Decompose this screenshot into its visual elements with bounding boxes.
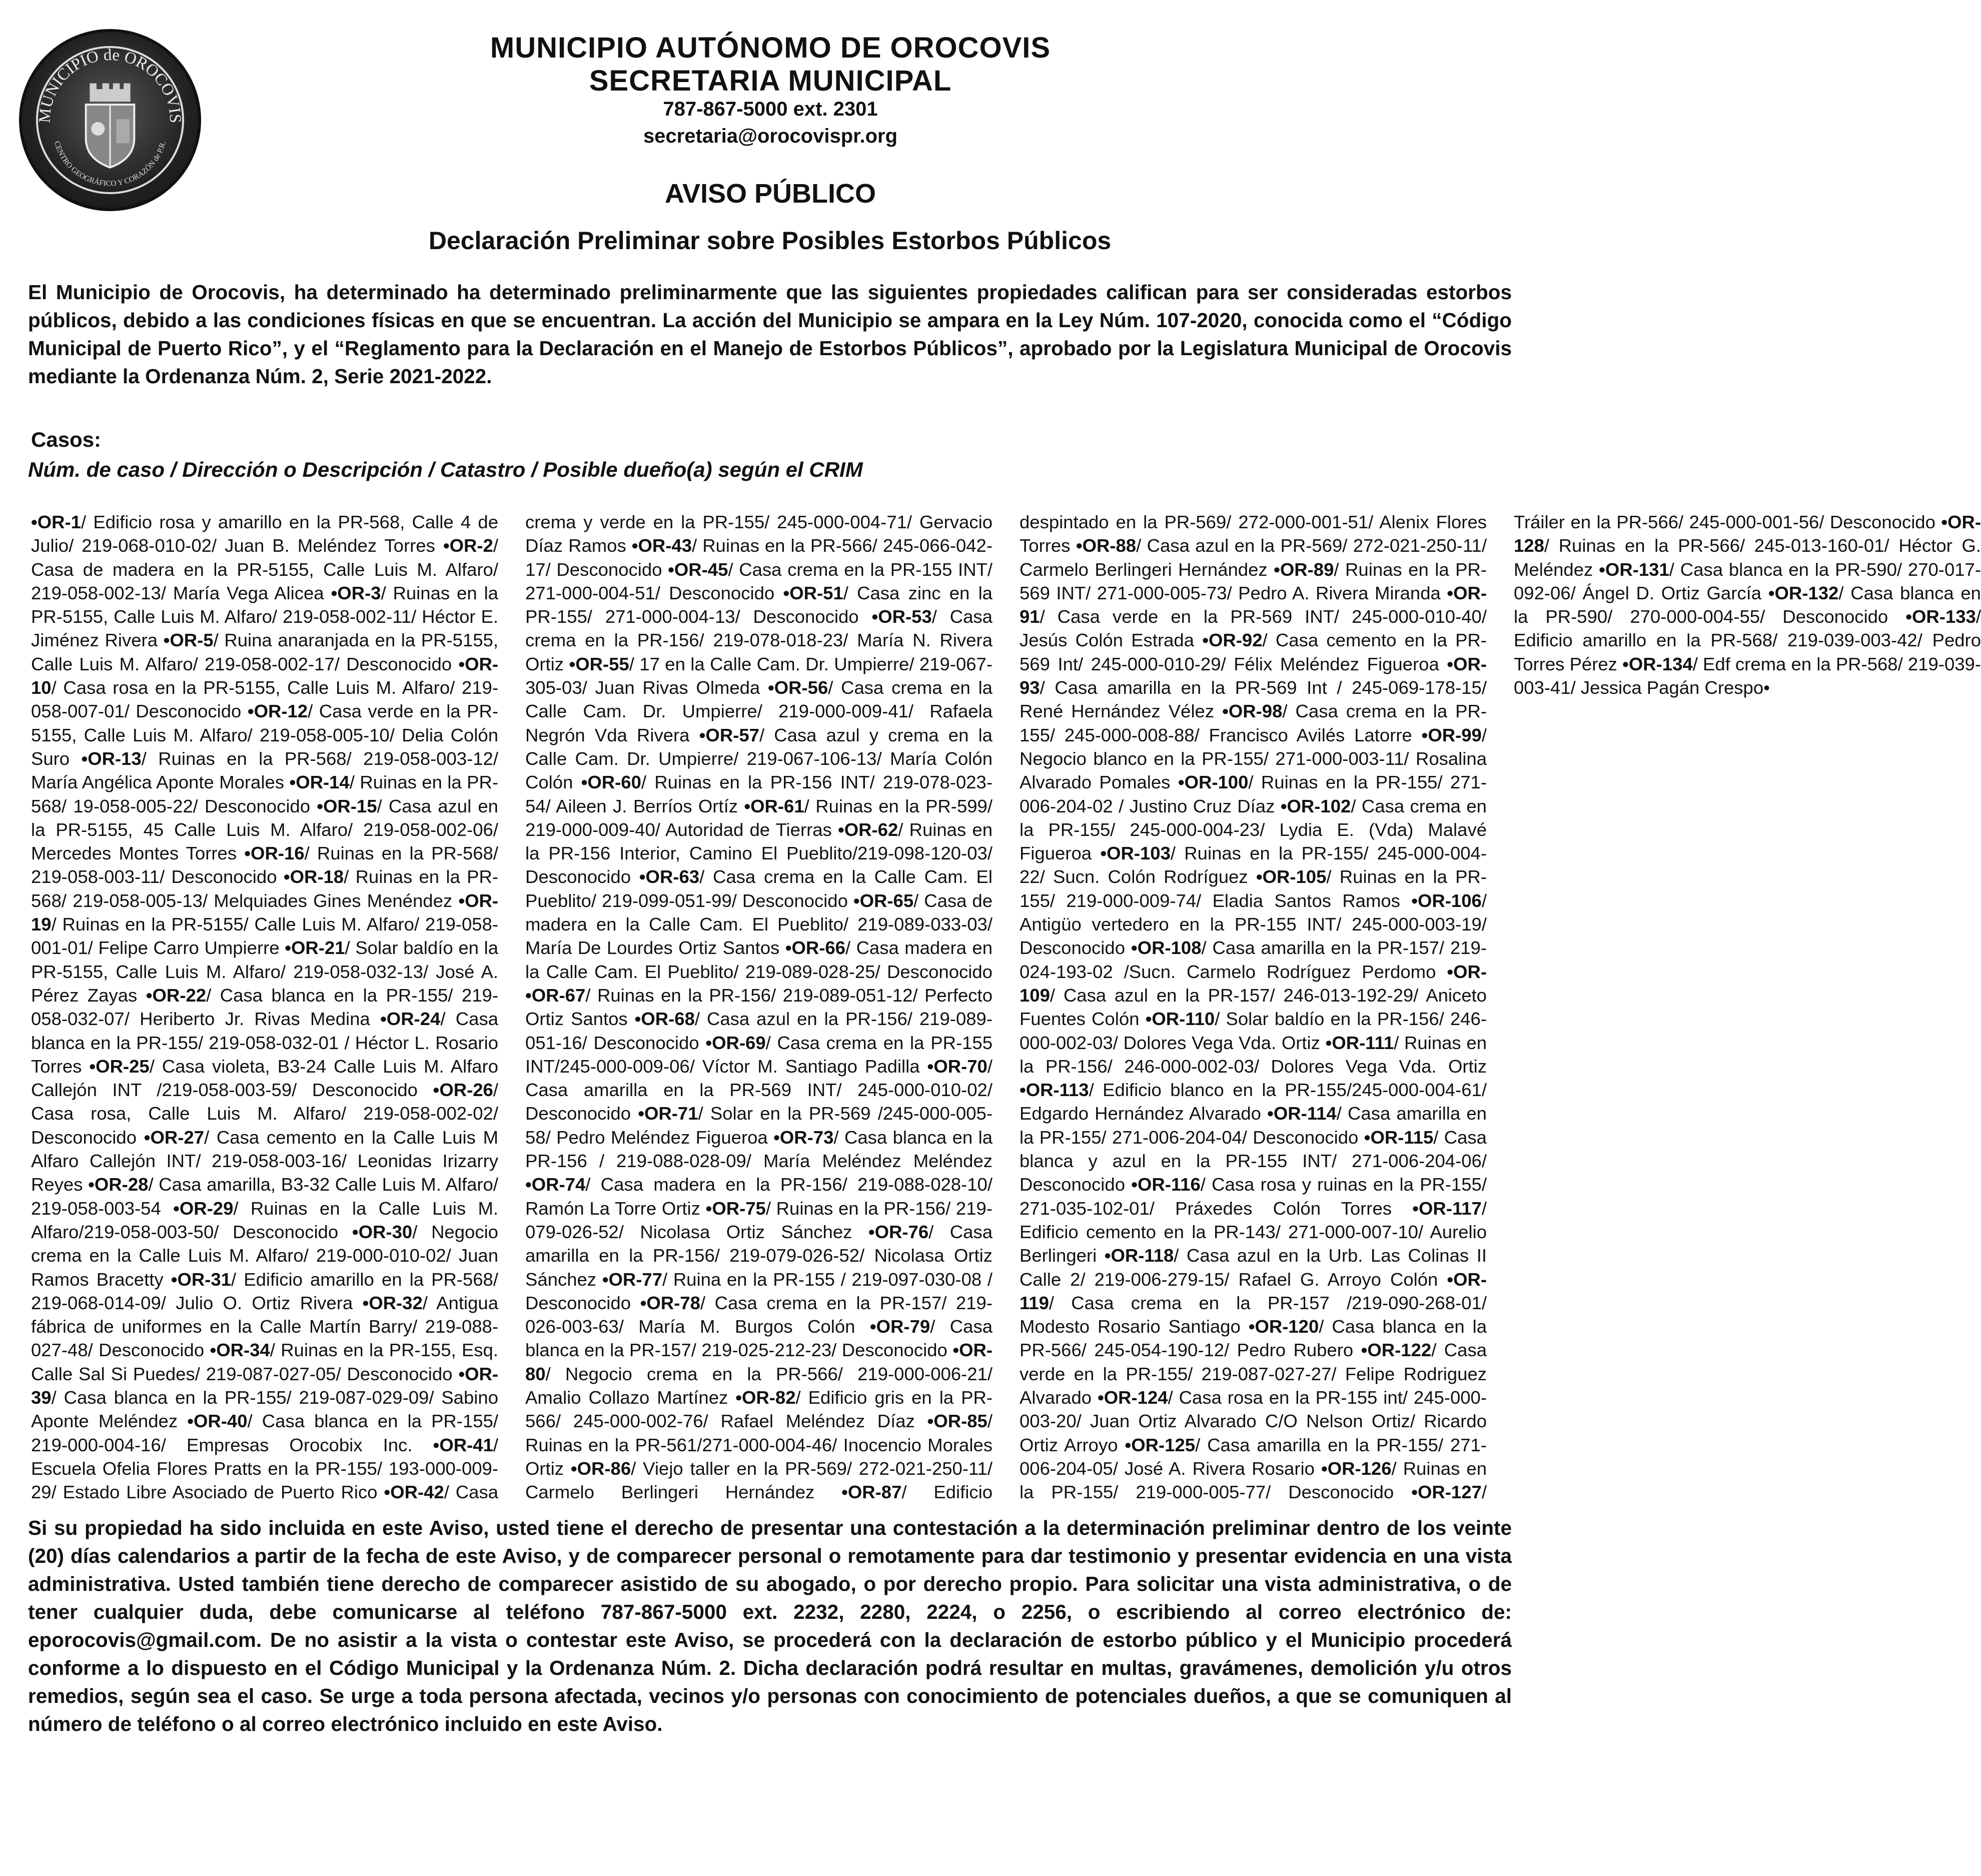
- case-description: / Solar baldío en la PR-156/ 246-000-002-03/ Dolores Vega Vda. Ortiz: [1020, 1009, 1487, 1053]
- case-number: •OR-39: [31, 1363, 498, 1408]
- case-number: •OR-76: [868, 1221, 929, 1242]
- case-description: / Casa azul en la Urb. Las Colinas II Calle 2/ 219-006-279-15/ Rafael G. Arroyo Colón: [1020, 1245, 1487, 1290]
- case-description: / Ruinas en la PR-568/ 219-058-003-12/ María Angélica Aponte Morales: [31, 748, 498, 793]
- case-description: / Ruinas en la PR-156 INT/ 219-078-023-54/ Aileen J. Berríos Ortíz: [525, 772, 993, 816]
- case-description: / Casa blanca en la PR-590/ 270-017-092-06/ Ángel D. Ortiz García: [1514, 559, 1981, 603]
- case-description: / Casa amarilla, B3-32 Calle Luis M. Alfaro/ 219-058-003-54: [31, 1174, 498, 1219]
- case-number: •OR-110: [1145, 1009, 1215, 1030]
- case-number: •OR-3: [331, 582, 381, 603]
- case-description: / Casa de madera en la PR-5155, Calle Luis M. Alfaro/ 219-058-002-13/ María Vega Alicea: [31, 535, 498, 603]
- case-description: / Solar en la PR-569 /245-000-005-58/ Pedro Meléndez Figueroa: [525, 1103, 993, 1148]
- case-description: / Solar baldío en la PR-5155, Calle Luis M. Alfaro/ 219-058-032-13/ José A. Pérez Zayas: [31, 937, 499, 1006]
- case-number: •OR-13: [81, 748, 142, 769]
- case-description: / Casa rosa en la PR-155 int/ 245-000-003-20/ Juan Ortiz Alvarado C/O Nelson Ortiz/ Ricardo Ortiz Arroyo: [1020, 1387, 1487, 1455]
- office-name: SECRETARIA MUNICIPAL: [589, 65, 952, 97]
- case-number: •OR-45: [668, 559, 728, 580]
- case-description: / Casa crema en la PR-157 /219-090-268-01/ Modesto Rosario Santiago: [1020, 1292, 1487, 1337]
- case-description: / Ruinas en la Calle Luis M. Alfaro/219-058-003-50/ Desconocido: [31, 1198, 498, 1242]
- case-number: •OR-29: [173, 1198, 234, 1219]
- case-number: •OR-87: [841, 1482, 902, 1503]
- seal-bottom-text: CENTRO GEOGRÁFICO Y CORAZÓN de P.R.: [52, 140, 168, 188]
- case-description: / Ruinas en la PR-156/ 219-079-026-52/ Nicolasa Ortiz Sánchez: [525, 1198, 993, 1242]
- case-number: •OR-22: [146, 985, 207, 1006]
- case-description: / Casa amarilla en la PR-156/ 219-079-026-52/ Nicolasa Ortiz Sánchez: [525, 1221, 993, 1290]
- case-number: •OR-25: [89, 1056, 150, 1077]
- case-description: / Casa amarilla en la PR-155/ 271-006-204-05/ José A. Rivera Rosario: [1020, 1434, 1487, 1479]
- case-number: •OR-41: [433, 1434, 493, 1455]
- case-description: / Ruina en la PR-155 / 219-097-030-08 / Desconocido: [525, 1269, 993, 1313]
- case-description: / Edificio blanco en la PR-155/245-000-004-61/ Edgardo Hernández Alvarado: [1020, 1080, 1487, 1124]
- case-description: / Casa blanca en la PR-155/ 219-087-029-09/ Sabino Aponte Meléndez: [31, 1387, 498, 1432]
- case-number: •OR-26: [433, 1080, 493, 1101]
- case-number: •OR-99: [1421, 724, 1482, 745]
- case-description: / Casa crema en la PR-155 INT/ 271-000-004-51/ Desconocido: [525, 559, 993, 603]
- case-number: •OR-89: [1274, 559, 1334, 580]
- case-description: / Escuela Ofelia Flores Pratts en la PR-155/ 193-000-009-29/ Estado Libre Asociado de Puerto Rico: [31, 1434, 498, 1503]
- case-number: •OR-116: [1131, 1174, 1201, 1195]
- case-description: / Casa verde en la PR-5155, Calle Luis M. Alfaro/ 219-058-005-10/ Delia Colón Suro: [31, 701, 498, 769]
- case-description: / Ruinas en la PR-566/ 245-013-160-01/ Héctor G. Meléndez: [1514, 535, 1981, 580]
- case-description: / Ruina anaranjada en la PR-5155, Calle Luis M. Alfaro/ 219-058-002-17/ Desconocido: [31, 630, 498, 674]
- office-phone: 787-867-5000 ext. 2301: [663, 98, 878, 120]
- case-number: •OR-74: [525, 1174, 586, 1195]
- case-number: •OR-69: [705, 1032, 766, 1053]
- case-number: •OR-75: [705, 1198, 766, 1219]
- case-description: / Viejo taller en la PR-569/ 272-021-250-11/ Carmelo Berlingeri Hernández: [525, 1458, 993, 1503]
- case-description: / Ruinas en la PR-156/ 246-000-002-03/ Dolores Vega Vda. Ortiz: [1020, 1032, 1487, 1077]
- case-description: / Edificio rosa y amarillo en la PR-568, Calle 4 de Julio/ 219-068-010-02/ Juan B. Meléndez Torres: [31, 512, 498, 556]
- case-description: / Casa crema en la Calle Cam. Dr. Umpierre/ 219-000-009-41/ Rafaela Negrón Vda Rivera: [525, 677, 993, 745]
- case-description: / Casa azul y crema en la Calle Cam. Dr. Umpierre/ 219-067-106-13/ María Colón Colón: [525, 724, 993, 793]
- case-number: •OR-40: [187, 1411, 248, 1432]
- case-number: •OR-127: [1411, 1482, 1482, 1503]
- case-number: •OR-133: [1905, 606, 1976, 627]
- case-description: / Ruinas en la PR-568/ 219-058-005-13/ Melquiades Gines Menéndez: [31, 866, 498, 911]
- case-number: •OR-85: [927, 1411, 987, 1432]
- case-number: •OR-67: [525, 985, 586, 1006]
- case-number: •OR-57: [699, 724, 759, 745]
- case-description: / Casa amarilla en la PR-155/ 271-006-204-04/ Desconocido: [1020, 1103, 1487, 1148]
- case-description: / Casa azul en la PR-569/ 272-021-250-11/ Carmelo Berlingeri Hernández: [1020, 535, 1487, 580]
- case-number: •OR-71: [638, 1103, 698, 1124]
- cases-list: [31, 510, 1981, 1506]
- case-description: / Antigua fábrica de uniformes en la Calle Martín Barry/ 219-088-027-48/ Desconocido: [31, 1292, 498, 1361]
- case-number: •OR-68: [634, 1009, 695, 1030]
- closing-paragraph: Si su propiedad ha sido incluida en este Aviso, usted tiene el derecho de presentar una contestación a la determinación preliminar dentro de los veinte (20) días calendarios a partir de la fecha de este Aviso, y de comparecer personal o remotamente para dar testimonio y presentar evidencia en una vista administrativa. Usted también tiene derecho de comparecer asistido de su abogado, o por derecho propio. Para solicitar una vista administrativa, o de tener cualquier duda, debe comunicarse al teléfono 787-867-5000 ext. 2232, 2280, 2224, o 2256, o escribiendo al correo electrónico de: eporocovis@gmail.com. De no asistir a la vista o contestar este Aviso, se procederá con la declaración de estorbo público y el Municipio procederá conforme a lo dispuesto en el Código Municipal y la Ordenanza Núm. 2. Dicha declaración podrá resultar en multas, gravámenes, demolición y/u otros remedios, según sea el caso. Se urge a toda persona afectada, vecinos y/o personas con conocimiento de potenciales dueños, a que se comuniquen al número de teléfono o al correo electrónico incluido en este Aviso.: [28, 1516, 1512, 1735]
- municipal-seal-logo: [19, 29, 201, 211]
- cases-column-legend: Núm. de caso / Dirección o Descripción / Catastro / Posible dueño(a) según el CRIM: [28, 458, 863, 481]
- case-description: / Ruinas en la PR-5155, Calle Luis M. Alfaro/ 219-058-002-11/ Héctor E. Jiménez Rivera: [31, 582, 498, 651]
- case-number: •OR-16: [244, 843, 305, 864]
- intro-paragraph: El Municipio de Orocovis, ha determinado ha determinado preliminarmente que las siguientes propiedades califican para ser consideradas estorbos públicos, debido a las condiciones físicas en que se encuentran. La acción del Municipio se ampara en la Ley Núm. 107-2020, conocida como el “Código Municipal de Puerto Rico”, y el “Reglamento para la Declaración en el Manejo de Estorbos Públicos”, aprobado por la Legislatura Municipal de Orocovis mediante la Ordenanza Núm. 2, Serie 2021-2022.: [28, 281, 1512, 388]
- case-number: •OR-122: [1361, 1340, 1432, 1361]
- case-description: / Ruinas en la PR-569 INT/ 271-000-005-73/ Pedro A. Rivera Miranda: [1020, 559, 1487, 603]
- case-number: •OR-117: [1412, 1198, 1482, 1219]
- case-number: •OR-92: [1202, 630, 1263, 651]
- case-description: / Casa cemento en la Calle Luis M Alfaro Callejón INT/ 219-058-003-16/ Leonidas Irizarry Reyes: [31, 1127, 498, 1195]
- notice-subtitle: Declaración Preliminar sobre Posibles Estorbos Públicos: [428, 227, 1112, 255]
- case-number: •OR-80: [525, 1340, 993, 1384]
- case-description: / Casa zinc en la PR-155/ 271-000-004-13/ Desconocido: [525, 582, 993, 627]
- case-number: •OR-103: [1100, 843, 1171, 864]
- case-description: / Casa violeta, B3-24 Calle Luis M. Alfaro Callejón INT /219-058-003-59/ Desconocido: [31, 1056, 498, 1101]
- case-description: / Ruinas en la PR-155/ 219-000-009-74/ Eladia Santos Ramos: [1020, 866, 1487, 911]
- case-description: / Casa azul en la PR-5155, 45 Calle Luis M. Alfaro/ 219-058-002-06/ Mercedes Montes Torres: [31, 795, 498, 864]
- case-number: •OR-10: [31, 653, 498, 698]
- case-number: •OR-12: [247, 701, 308, 722]
- case-description: / Casa rosa en la PR-5155, Calle Luis M. Alfaro/ 219-058-007-01/ Desconocido: [31, 677, 498, 722]
- case-description: / Casa crema en la Calle Cam. El Pueblito/ 219-099-051-99/ Desconocido: [525, 866, 993, 911]
- case-description: / Casa amarilla en la PR-157/ 219-024-193-02 /Sucn. Carmelo Rodríguez Perdomo: [1020, 937, 1487, 982]
- case-number: •OR-65: [853, 890, 914, 911]
- case-number: •OR-42: [384, 1482, 444, 1503]
- notice-title: AVISO PÚBLICO: [664, 179, 876, 209]
- case-description: / Ruinas en la PR-155/ 219-000-005-77/ Desconocido: [1020, 1458, 1487, 1503]
- case-description: / Edificio despintado en la PR-569/ 272-000-001-51/ Alenix Flores Torres: [901, 512, 1487, 1503]
- case-number: •OR-118: [1104, 1245, 1174, 1266]
- case-description: / Casa crema en la PR-155/ 245-000-004-23/ Lydia E. (Vda) Malavé Figueroa: [1020, 795, 1487, 864]
- case-description: / Casa amarilla en la PR-569 Int / 245-069-178-15/ René Hernández Vélez: [1020, 677, 1487, 722]
- case-number: •OR-102: [1280, 795, 1351, 816]
- case-description: / Ruinas en la PR-155/ 271-006-204-02 / Justino Cruz Díaz: [1020, 772, 1487, 816]
- case-number: •OR-1: [31, 512, 81, 532]
- case-description: / Casa crema en la PR-155/ 245-000-008-88/ Francisco Avilés Latorre: [1020, 701, 1487, 745]
- case-number: •OR-70: [927, 1056, 987, 1077]
- case-description: / Casa cemento en la PR-569 Int/ 245-000-010-29/ Félix Meléndez Figueroa: [1020, 630, 1487, 674]
- case-number: •OR-109: [1020, 961, 1487, 1006]
- case-number: •OR-125: [1125, 1434, 1196, 1455]
- case-description: / Casa rosa, Calle Luis M. Alfaro/ 219-058-002-02/ Desconocido: [31, 1080, 498, 1148]
- case-number: •OR-18: [283, 866, 344, 887]
- case-description: / Casa blanca en la PR-155/ 219-058-032-01 / Héctor L. Rosario Torres: [31, 1009, 498, 1077]
- case-number: •OR-91: [1020, 582, 1487, 627]
- case-description: / Ruinas en la PR-155, Esq. Calle Sal Si Puedes/ 219-087-027-05/ Desconocido: [31, 1340, 498, 1384]
- case-description: / Casa blanca y azul en la PR-155 INT/ 271-006-204-06/ Desconocido: [1020, 1127, 1487, 1195]
- case-number: •OR-98: [1222, 701, 1283, 722]
- case-number: •OR-100: [1178, 772, 1249, 793]
- case-number: •OR-66: [785, 937, 845, 959]
- case-number: •OR-56: [767, 677, 828, 698]
- case-description: / Ruinas en la PR-155/ 245-000-004-22/ Sucn. Colón Rodríguez: [1020, 843, 1487, 887]
- case-description: / Casa blanca en la PR-590/ 270-000-004-55/ Desconocido: [1514, 582, 1981, 627]
- case-number: •OR-131: [1599, 559, 1669, 580]
- case-number: •OR-43: [631, 535, 692, 556]
- case-number: •OR-78: [640, 1292, 700, 1313]
- case-description: / Tráiler en la PR-566/ 245-000-001-56/ Desconocido: [1481, 512, 1941, 1503]
- case-number: •OR-62: [837, 819, 898, 840]
- case-description: / Negocio blanco en la PR-155/ 271-000-003-11/ Rosalina Alvarado Pomales: [1020, 724, 1487, 793]
- cases-label: Casos:: [31, 428, 102, 451]
- case-description: / Casa verde en la PR-155/ 219-087-027-27/ Felipe Rodriguez Alvarado: [1020, 1340, 1487, 1408]
- case-number: •OR-21: [285, 937, 345, 959]
- case-number: •OR-15: [317, 795, 377, 816]
- seal-emblem-icon: [22, 32, 198, 208]
- case-number: •OR-114: [1267, 1103, 1337, 1124]
- case-number: •OR-93: [1020, 653, 1487, 698]
- case-description: / Edificio amarillo en la PR-568/ 219-039-003-42/ Pedro Torres Pérez: [1514, 606, 1981, 674]
- case-number: •OR-27: [144, 1127, 205, 1148]
- case-number: •OR-51: [783, 582, 843, 603]
- municipality-name: MUNICIPIO AUTÓNOMO DE OROCOVIS: [490, 32, 1051, 64]
- case-description: / Casa blanca en la PR-155/ 219-058-032-07/ Heriberto Jr. Rivas Medina: [31, 985, 498, 1030]
- case-number: •OR-88: [1076, 535, 1137, 556]
- case-description: / Casa verde en la PR-569 INT/ 245-000-010-40/ Jesús Colón Estrada: [1020, 606, 1487, 651]
- case-description: / Casa crema en la PR-156/ 219-078-018-23/ María N. Rivera Ortiz: [525, 606, 993, 674]
- case-description: / Casa madera en la Calle Cam. El Pueblito/ 219-089-028-25/ Desconocido: [525, 937, 993, 982]
- case-number: •OR-61: [744, 795, 804, 816]
- case-description: / Edificio amarillo en la PR-568/ 219-068-014-09/ Julio O. Ortiz Rivera: [31, 1269, 498, 1313]
- case-number: •OR-60: [581, 772, 641, 793]
- case-description: / Ruinas en la PR-599/ 219-000-009-40/ Autoridad de Tierras: [525, 795, 993, 840]
- case-number: •OR-73: [773, 1127, 834, 1148]
- case-description: / Casa azul en la PR-156/ 219-089-051-16/ Desconocido: [525, 1009, 993, 1053]
- case-description: / Casa amarilla en la PR-569 INT/ 245-000-010-02/ Desconocido: [525, 1056, 993, 1124]
- case-number: •OR-24: [380, 1009, 441, 1030]
- case-description: / Ruinas en la PR-568/ 219-058-003-11/ Desconocido: [31, 843, 499, 887]
- case-number: •OR-111: [1325, 1032, 1394, 1053]
- case-number: •OR-106: [1411, 890, 1482, 911]
- case-number: •OR-34: [210, 1340, 270, 1361]
- case-number: •OR-19: [31, 890, 498, 935]
- case-number: •OR-134: [1622, 653, 1693, 674]
- case-description: / Casa blanca en la PR-566/ 245-054-190-12/ Pedro Rubero: [1020, 1316, 1487, 1361]
- case-number: •OR-63: [639, 866, 700, 887]
- case-description: / Antigüo vertedero en la PR-155 INT/ 245-000-003-19/ Desconocido: [1020, 890, 1487, 959]
- case-number: •OR-79: [869, 1316, 930, 1337]
- case-description: / Edificio cemento en la PR-143/ 271-000-007-10/ Aurelio Berlingeri: [1020, 1198, 1487, 1266]
- office-email: secretaria@orocovispr.org: [643, 125, 898, 147]
- case-description: / Casa blanca en la PR-156 / 219-088-028-09/ María Meléndez Meléndez: [525, 1127, 993, 1172]
- case-number: •OR-115: [1364, 1127, 1434, 1148]
- case-number: •OR-120: [1248, 1316, 1319, 1337]
- case-description: / Casa crema en la PR-155 INT/245-000-009-06/ Víctor M. Santiago Padilla: [525, 1032, 993, 1077]
- case-description: / Casa blanca en la PR-155/ 219-000-004-16/ Empresas Orocobix Inc.: [31, 1411, 498, 1455]
- case-number: •OR-32: [362, 1292, 423, 1313]
- case-description: / 17 en la Calle Cam. Dr. Umpierre/ 219-067-305-03/ Juan Rivas Olmeda: [525, 653, 993, 698]
- case-description: / Casa blanca en la PR-157/ 219-025-212-23/ Desconocido: [525, 1316, 993, 1361]
- case-description: / Negocio crema en la Calle Luis M. Alfaro/ 219-000-010-02/ Juan Ramos Bracetty: [31, 1221, 498, 1290]
- case-number: •OR-77: [602, 1269, 663, 1290]
- case-number: •OR-124: [1098, 1387, 1168, 1408]
- case-entry: [31, 512, 498, 556]
- case-number: •OR-14: [289, 772, 350, 793]
- case-description: / Casa madera en la PR-156/ 219-088-028-10/ Ramón La Torre Ortiz: [525, 1174, 993, 1219]
- case-description: / Ruinas en la PR-566/ 245-066-042-17/ Desconocido: [525, 535, 993, 580]
- case-number: •OR-126: [1321, 1458, 1392, 1479]
- case-description: / Negocio crema en la PR-566/ 219-000-006-21/ Amalio Collazo Martínez: [525, 1363, 993, 1408]
- case-description: / Ruinas en la PR-156 Interior, Camino El Pueblito/219-098-120-03/ Desconocido: [525, 819, 993, 887]
- case-number: •OR-53: [871, 606, 932, 627]
- case-description: / Edificio gris en la PR-566/ 245-000-002-76/ Rafael Meléndez Díaz: [525, 1387, 993, 1432]
- case-number: •OR-105: [1256, 866, 1327, 887]
- case-description: / Edf crema en la PR-568/ 219-039-003-41/ Jessica Pagán Crespo•: [1514, 653, 1981, 698]
- case-number: •OR-28: [88, 1174, 149, 1195]
- case-number: •OR-30: [352, 1221, 413, 1242]
- case-description: / Casa rosa y ruinas en la PR-155/ 271-035-102-01/ Práxedes Colón Torres: [1020, 1174, 1487, 1219]
- case-number: •OR-82: [735, 1387, 796, 1408]
- case-number: •OR-5: [163, 630, 214, 651]
- case-description: / Ruinas en la PR-5155/ Calle Luis M. Alfaro/ 219-058-001-01/ Felipe Carro Umpierre: [31, 914, 498, 959]
- case-number: •OR-108: [1131, 937, 1202, 959]
- case-entry: [31, 1056, 498, 1100]
- case-description: / Casa crema en la PR-157/ 219-026-003-63/ María M. Burgos Colón: [525, 1292, 993, 1337]
- seal-top-text: MUNICIPIO de OROCOVIS: [36, 46, 185, 124]
- case-number: •OR-113: [1020, 1080, 1089, 1101]
- case-description: / Casa de madera en la Calle Cam. El Pueblito/ 219-089-033-03/ María De Lourdes Ortiz Santos: [525, 890, 993, 959]
- case-description: / Casa azul en la PR-157/ 246-013-192-29/ Aniceto Fuentes Colón: [1020, 985, 1487, 1030]
- case-number: •OR-86: [570, 1458, 631, 1479]
- case-description: / Ruinas en la PR-156/ 219-089-051-12/ Perfecto Ortiz Santos: [525, 985, 993, 1030]
- case-number: •OR-2: [443, 535, 493, 556]
- case-number: •OR-55: [569, 653, 629, 674]
- case-description: / Casa crema y verde en la PR-155/ 245-000-004-71/ Gervacio Díaz Ramos: [444, 512, 993, 1503]
- case-number: •OR-31: [171, 1269, 231, 1290]
- case-description: / Ruinas en la PR-568/ 19-058-005-22/ Desconocido: [31, 772, 498, 816]
- case-number: •OR-128: [1514, 512, 1981, 556]
- case-number: •OR-132: [1768, 582, 1839, 603]
- case-description: / Ruinas en la PR-561/271-000-004-46/ Inocencio Morales Ortiz: [525, 1411, 993, 1479]
- case-number: •OR-119: [1020, 1269, 1487, 1313]
